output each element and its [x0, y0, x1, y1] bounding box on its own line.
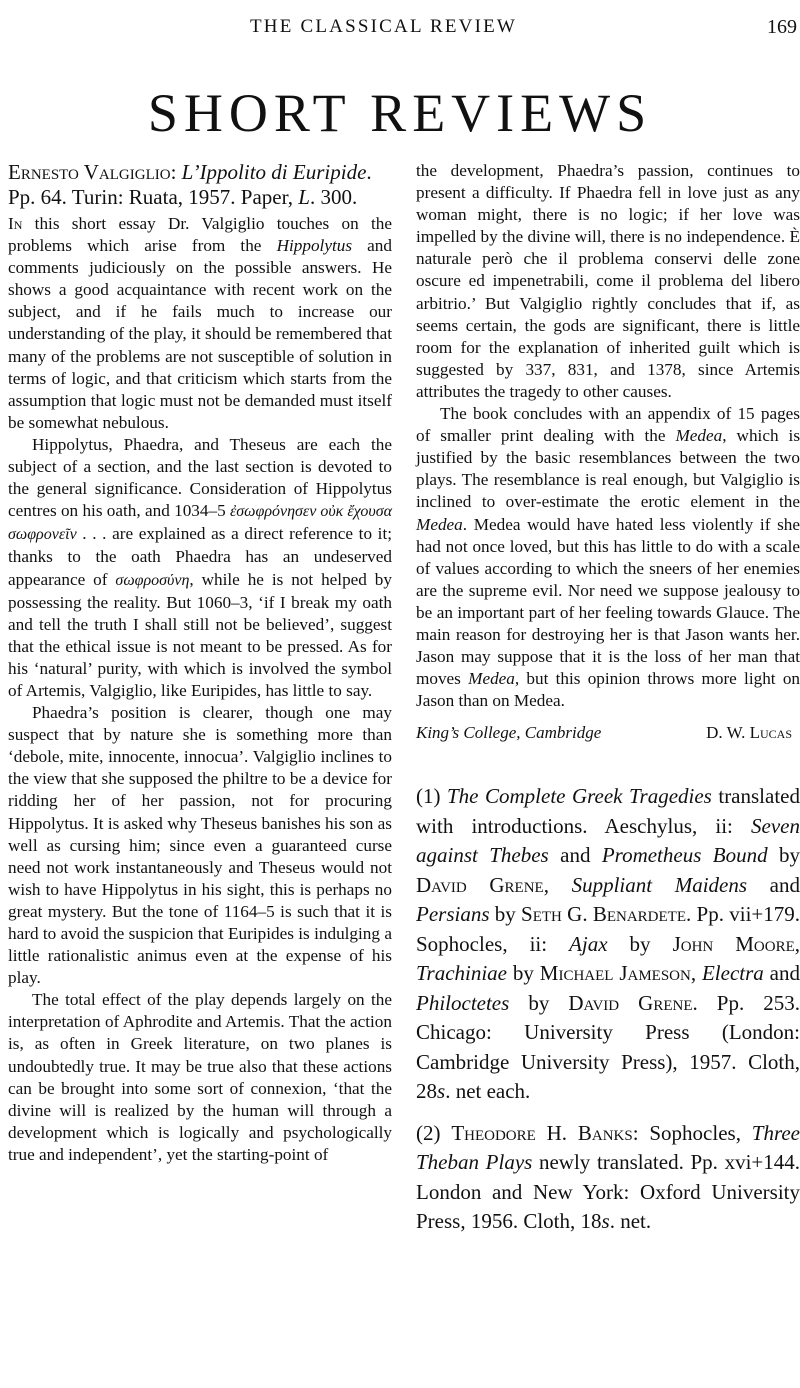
review-paragraph-3: Phaedra’s position is clearer, though one may suspect that by nature she is something more than ‘debole, mite, innocente, innocua’. Valgiglio inclines to the view that she supposed the philtre to be a device for ridding her of her passion, not for procuring Hippolytus. It is asked why Theseus banishes his son as well as cursing him; since even a guaranteed curse need not work instantaneously and Theseus would not wish to have Hippolytus in his sight, this is perhaps no great mystery. But the tone of 1164–5 is such that it is hard to avoid the suspicion that Euripides is indulging a little rationalistic animus even at the expense of his play. [8, 703, 392, 988]
page-number: 169 [767, 16, 797, 38]
play-title: Persians [416, 902, 490, 927]
review-paragraph-1 [8, 213, 392, 434]
book-entry-1 [416, 782, 800, 1107]
review-heading: Ernesto Valgiglio: L’Ippolito di Euripide. Pp. 64. Turin: Ruata, 1957. Paper, L. 300. [8, 160, 372, 209]
right-column [416, 160, 800, 1249]
text-run: . net. [609, 1209, 652, 1234]
play-title: Seven against Thebes [416, 813, 800, 868]
series-title: The Complete Greek Tragedies [447, 784, 712, 809]
text-run: and [747, 872, 800, 897]
text-run: and [763, 961, 800, 986]
review-book-details: . Pp. 64. Turin: Ruata, 1957. Paper, [8, 160, 372, 209]
text-run: : Sophocles, [632, 1120, 752, 1145]
text-run: . Medea would have hated less violently if she had not once loved, but this has little to do with a scale of values according to which the sneers of her enemies are the supreme evil. Nor need we suppose jealousy to be an important part of her feeling towards Glauce. The main reason for destroying her is that Jason wants her. Jason may suppose that it is the loss of her man that moves [416, 514, 800, 689]
text-run: newly translated. Pp. xvi+144. London and New York: Oxford University Press, 1956. Cloth, 18 [416, 1150, 800, 1234]
play-title: Hippolytus [276, 236, 353, 256]
text-run: by [767, 843, 800, 868]
entry-number: (2) [416, 1120, 452, 1145]
text-run: by [509, 990, 569, 1015]
play-title: Medea [416, 514, 463, 534]
review-price-currency: L [298, 184, 310, 209]
text-run: , while he is not helped by possessing the reality. But 1060–3, ‘if I break my oath and tell the truth I shall still not be believed’, suggest that the ethical issue is not meant to be pressed. As for his ‘natural’ purity, with which is involved the symbol of Artemis, Valgiglio, like Euripides, has little to say. [8, 569, 392, 700]
book-title: Three Theban Plays [416, 1120, 800, 1175]
shilling-mark: s [601, 1209, 610, 1234]
text-run: , [794, 931, 800, 956]
translator-name: Michael Jameson [539, 961, 691, 986]
text-run: by [489, 902, 522, 927]
play-title: Medea [675, 426, 723, 446]
text-run: and [548, 843, 602, 868]
section-title: SHORT REVIEWS [147, 83, 653, 143]
shilling-mark: s [437, 1079, 446, 1104]
translator-name: Seth G. Benardete [521, 902, 687, 927]
text-run: . net each. [445, 1079, 531, 1104]
journal-title: THE CLASSICAL REVIEW [250, 16, 518, 37]
drop-lead: In [8, 214, 23, 233]
review-paragraph-4: The total effect of the play depends largely on the interpretation of Aphrodite and Artemis. That the action is, as often in Greek literature, on two planes is undoubtedly true. It may be true also that these actions can be brought into some sort of connexion, ‘that the divine will is realized by the human will through a development which is logically and psychologically true and independent’, yet the starting-point of [8, 990, 392, 1164]
text-run: , which is justified by the basic resemblances between the two plays. The resemblance is real enough, but Valgiglio is inclined to over-estimate the erotic element in the [416, 426, 800, 512]
translator-name: David Grene [568, 990, 693, 1015]
play-title: Medea [468, 669, 515, 689]
entry-number: (1) [416, 784, 447, 809]
text-run: . Pp. 253. Chicago: University Press (London: Cambridge University Press), 1957. Cloth, 28 [416, 990, 800, 1104]
text-run: Hippolytus, Phaedra, and Theseus are each the subject of a section, and the last section is devoted to the general significance. Consideration of Hippolytus centres on his oath, and 1034–5 [8, 434, 392, 521]
play-title: Suppliant Maidens [571, 872, 748, 897]
review-book-title: L’Ippolito di Euripide [181, 160, 367, 184]
text-run: . . . are explained as a direct reference to it; thanks to the oath Phaedra has an undeserved appearance of [8, 524, 392, 589]
play-title: Philoctetes [416, 990, 510, 1015]
review-paragraph-2 [8, 434, 392, 702]
text-run: . Pp. vii+179. Sophocles, ii: [416, 902, 800, 956]
review-signature [416, 722, 800, 744]
book-entry-2 [416, 1119, 800, 1237]
review-price-amount: . 300. [309, 184, 358, 209]
reviewer-name: D. W. Lucas [706, 723, 792, 743]
text-run: translated with introductions. Aeschylus, ii: [416, 784, 800, 838]
reviewer-affiliation: King’s College, Cambridge [416, 723, 602, 743]
section-gap [416, 744, 800, 782]
play-title: Prometheus Bound [601, 843, 768, 868]
text-run: The book concludes with an appendix of 15 pages of smaller print dealing with the [416, 404, 800, 446]
review-author: Ernesto Valgiglio [8, 160, 171, 184]
text-run: , but this opinion throws more light on Jason than on Medea. [416, 669, 800, 711]
play-title: Ajax [569, 931, 608, 956]
text-run: and comments judiciously on the possible answers. He shows a good acquaintance with recent work on the subject, and if he fails much to increase our understanding of the play, it should be remembered that many of the problems are not susceptible of solution in terms of logic, and that criticism which starts from the assumption that logic must not be demanded must itself be somewhat nebulous. [8, 236, 392, 432]
text-run: by [507, 961, 540, 986]
left-column [8, 160, 392, 1166]
text-run: this short essay Dr. Valgiglio touches on the problems which arise from the [8, 214, 392, 256]
translator-name: David Grene [416, 872, 544, 897]
play-title: Trachiniae [416, 961, 508, 986]
text-run: , [690, 961, 702, 986]
play-title: Electra [701, 961, 764, 986]
greek-word: σωφροσύνη [115, 571, 190, 589]
review-paragraph-5 [416, 403, 800, 712]
review-paragraph-4-continued: the development, Phaedra’s passion, continues to present a difficulty. If Phaedra fell in love just as any woman might, there is no logic; if her love was impelled by the divine will, there is no independence. È naturale però che il problema conservi delle zone oscure ed impenetrabili, come il problema del libero arbitrio.’ But Valgiglio rightly concludes that if, as seems certain, the gods are significant, there is little room for the explanation of inherited guilt which is suggested by 337, 831, and 1378, since Artemis attributes the tragedy to other causes. [416, 161, 800, 401]
text-run: , [543, 872, 572, 897]
greek-quote: ἐσωφρόνησεν οὐκ ἔχουσα σωφρονεῖν [8, 503, 392, 544]
translator-name: John Moore [672, 931, 795, 956]
translator-name: Theodore H. Banks [451, 1120, 633, 1145]
text-run: by [607, 931, 673, 956]
running-head [0, 14, 800, 44]
